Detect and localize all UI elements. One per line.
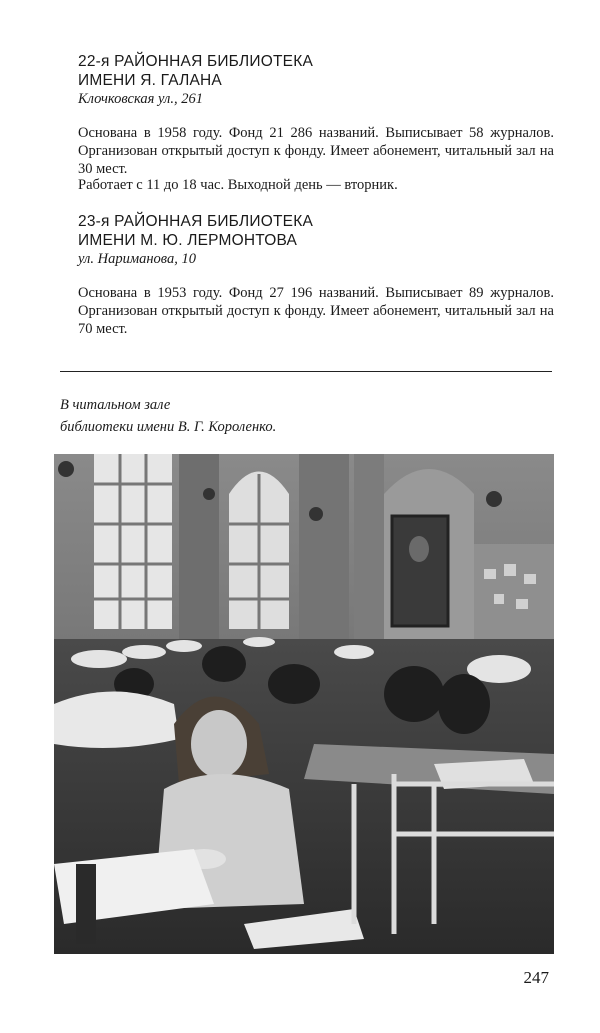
photo-caption-line1: В читальном зале — [60, 397, 171, 413]
foreground-lamp — [54, 692, 179, 749]
page-number: 247 — [523, 968, 549, 987]
library23-description: Основана в 1953 году. Фонд 27 196 названий. Выписывает 89 журналов. Организован открытый доступ к фонду. Имеет абонемент, читальный зал на 70 мест. — [78, 285, 554, 337]
library22-description: Основана в 1958 году. Фонд 21 286 названий. Выписывает 58 журналов. Организован открытый доступ к фонду. Имеет абонемент, читальный зал на 30 мест. — [78, 125, 554, 177]
reading-room-illustration — [54, 454, 554, 954]
section-divider — [60, 371, 552, 372]
library22-title — [78, 52, 554, 90]
library22-hours: Работает с 11 до 18 час. Выходной день — вторник. — [78, 177, 398, 193]
photo-caption-line2: библиотеки имени В. Г. Короленко. — [60, 419, 277, 435]
library22-address: Клочковская ул., 261 — [78, 91, 203, 107]
library22-title-line1: 22-я РАЙОННАЯ БИБЛИОТЕКА — [78, 53, 313, 70]
library23-title-line1: 23-я РАЙОННАЯ БИБЛИОТЕКА — [78, 213, 313, 230]
window-center — [229, 472, 289, 630]
library23-title-line2: ИМЕНИ М. Ю. ЛЕРМОНТОВА — [78, 232, 298, 249]
library23-address: ул. Нариманова, 10 — [78, 251, 196, 267]
window-left — [94, 454, 172, 629]
reading-room-photo — [54, 454, 554, 954]
library22-title-line2: ИМЕНИ Я. ГАЛАНА — [78, 72, 222, 89]
library23-title — [78, 212, 554, 250]
